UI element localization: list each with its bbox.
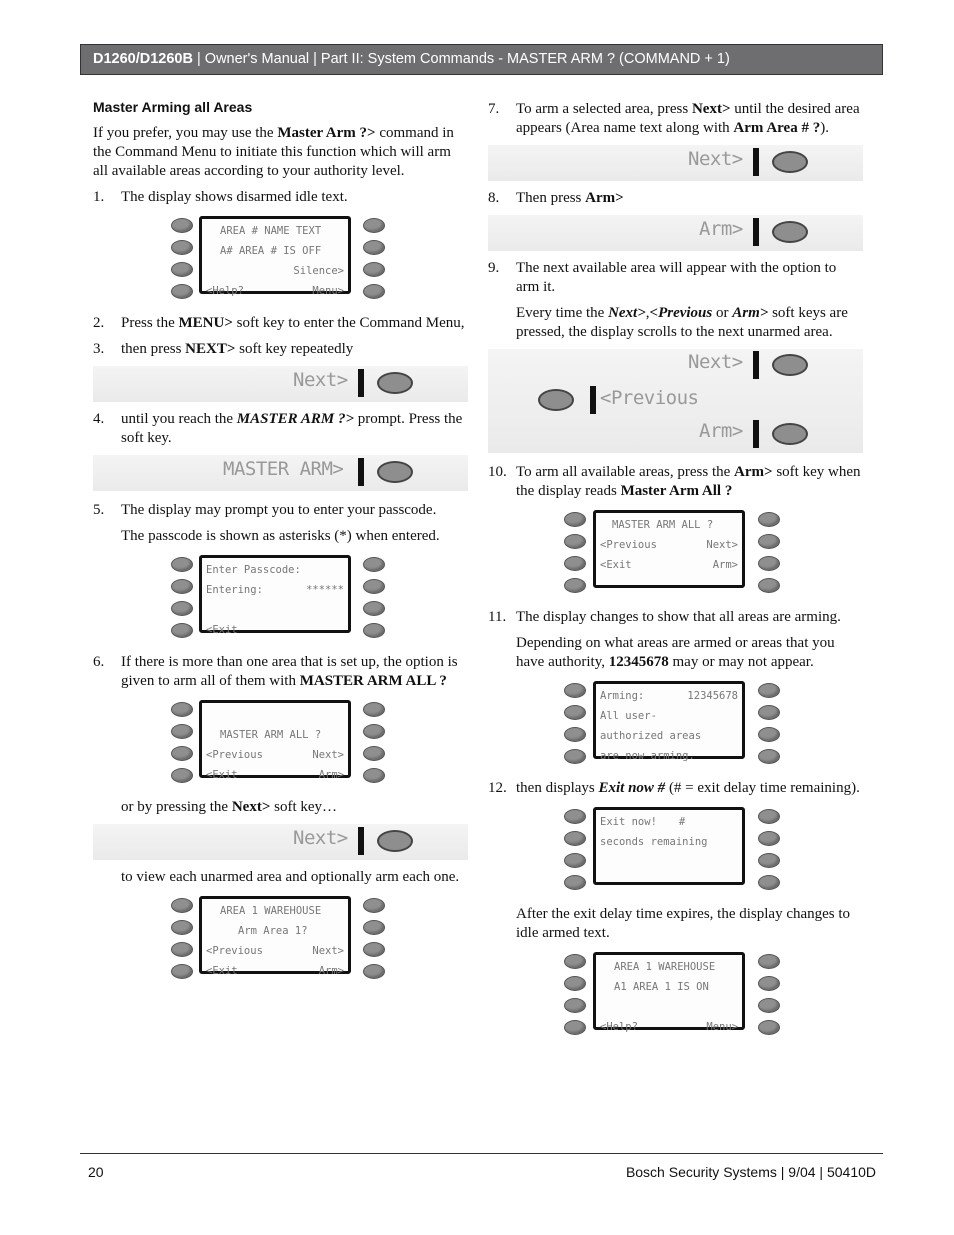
step-6-view-text: to view each unarmed area and optionally arm each one. [121,869,460,885]
section-title: Master Arming all Areas [93,99,253,115]
intro-paragraph: If you prefer, you may use the Master Arm ?> command in the Command Menu to initiate this function which will arm all available areas according to your authority level. [93,125,454,179]
page-number: 20 [88,1164,104,1180]
lcd-display: AREA # NAME TEXT A# AREA # IS OFF Silence> <Help? Menu> [199,216,351,294]
lcd-display: MASTER ARM ALL ? <Previous Next> <Exit Arm> [199,700,351,778]
footer-rule [80,1153,883,1154]
lcd-master-arm-all-figure-2 [488,508,863,598]
lcd-exit-figure [488,805,863,895]
right-keypad-buttons [363,218,385,306]
softkey-scroll-figure: Next> <Previous Arm> [488,349,863,453]
step-8: 8. Then press Arm> [488,190,624,206]
next-softkey-button [377,372,413,394]
previous-softkey-button [538,389,574,411]
softkey-next-figure: Next> [93,366,468,402]
lcd-display: Enter Passcode: Entering: ****** <Exit [199,555,351,633]
master-arm-softkey-button [377,461,413,483]
lcd-master-arm-all-figure [93,698,468,788]
softkey-arm-figure: Arm> [488,215,863,251]
right-column [488,100,863,1050]
step-6-alternative: or by pressing the Next> soft key… [121,799,338,815]
left-column [93,96,468,994]
step-5-note: The passcode is shown as asterisks (*) when entered. [121,528,440,544]
lcd-passcode-figure [93,553,468,643]
step-1: 1. The display shows disarmed idle text. [93,189,348,205]
softkey-master-arm-figure: MASTER ARM> [93,455,468,491]
step-9: 9. The next available area will appear with the option to arm it. [488,260,837,295]
softkey-next-figure-2: Next> [93,824,468,860]
lcd-display: Arming: 12345678 All user- authorized areas are now arming. [593,681,745,759]
lcd-armed-figure [488,950,863,1040]
step-10: 10. To arm all available areas, press the Arm> soft key when the display reads Master Arm All ? [488,464,861,499]
header-text: | Owner's Manual | Part II: System Commands - MASTER ARM ? (COMMAND + 1) [192,51,730,67]
page-header [80,44,883,75]
lcd-display: MASTER ARM ALL ? <Previous Next> <Exit Arm> [593,510,745,588]
step-5: 5. The display may prompt you to enter your passcode. [93,502,437,518]
lcd-idle-figure [93,214,468,304]
step-11: 11. The display changes to show that all areas are arming. [488,609,841,625]
step-3: 3. then press NEXT> soft key repeatedly [93,341,354,357]
step-12-after-text: After the exit delay time expires, the display changes to idle armed text. [516,906,851,941]
lcd-arming-figure [488,679,863,769]
softkey-next-figure-3: Next> [488,145,863,181]
step-6: 6. If there is more than one area that is set up, the option is given to arm all of them with MASTER ARM ALL ? [93,654,458,689]
step-2: 2. Press the MENU> soft key to enter the Command Menu, [93,315,465,331]
step-7: 7. To arm a selected area, press Next> until the desired area appears (Area name text along with Arm Area # ?). [488,101,860,136]
left-keypad-buttons [171,218,193,306]
lcd-display: Exit now! # seconds remaining [593,807,745,885]
lcd-display: AREA 1 WAREHOUSE A1 AREA 1 IS ON <Help? Menu> [593,952,745,1030]
lcd-area-figure [93,894,468,984]
step-9-note: Every time the Next>,<Previous or Arm> soft keys are pressed, the display scrolls to the next unarmed area. [516,305,848,340]
step-4: 4. until you reach the MASTER ARM ?> prompt. Press the soft key. [93,411,463,446]
header-model: D1260/D1260B [93,51,193,67]
step-12: 12. then displays Exit now # (# = exit delay time remaining). [488,780,860,796]
footer-company: Bosch Security Systems | 9/04 | 50410D [625,1164,876,1180]
step-11-note: Depending on what areas are armed or areas that you have authority, 12345678 may or may not appear. [516,635,835,670]
lcd-display: AREA 1 WAREHOUSE Arm Area 1? <Previous Next> <Exit Arm> [199,896,351,974]
arm-softkey-button [772,221,808,243]
